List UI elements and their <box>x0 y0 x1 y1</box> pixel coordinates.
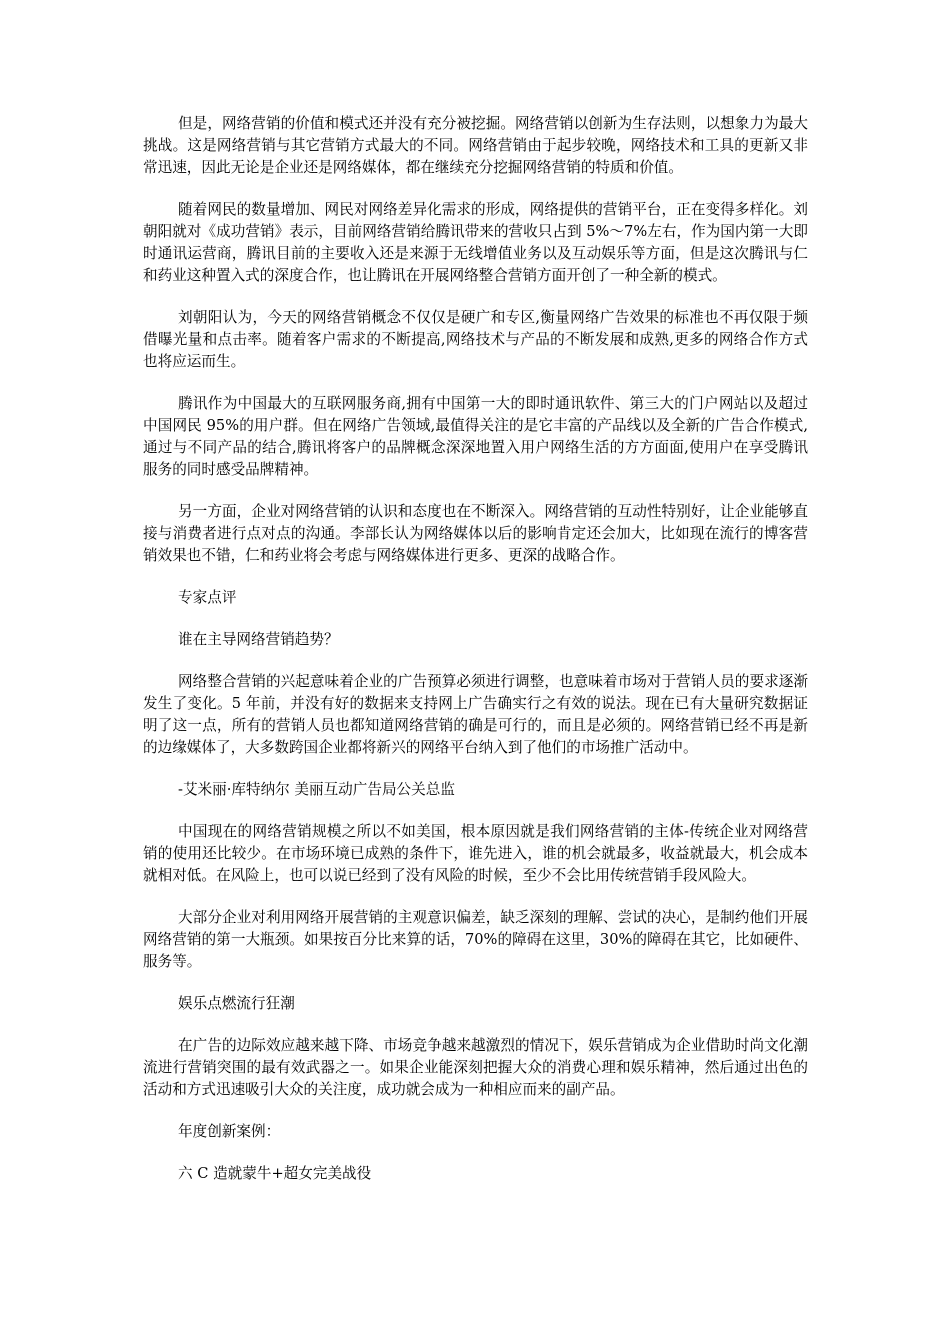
paragraph-entertainment-marketing: 在广告的边际效应越来越下降、市场竞争越来越激烈的情况下，娱乐营销成为企业借助时尚文化潮流进行营销突围的最有效武器之一。如果企业能深刻把握大众的消费心理和娱乐精神，然后通过出色的活动和方式迅速吸引大众的关注度，成功就会成为一种相应而来的副产品。 <box>143 1037 808 1098</box>
paragraph-enterprise-attitude: 另一方面，企业对网络营销的认识和态度也在不断深入。网络营销的互动性特别好，让企业能够直接与消费者进行点对点的沟通。李部长认为网络媒体以后的影响肯定还会加大，比如现在流行的博客营销效果也不错，仁和药业将会考虑与网络媒体进行更多、更深的战略合作。 <box>143 503 808 564</box>
document-body <box>143 113 808 1205</box>
case-title-mengniu: 六 C 造就蒙牛+超女完美战役 <box>178 1165 372 1182</box>
paragraph-integrated-marketing-rise: 网络整合营销的兴起意味着企业的广告预算必须进行调整，也意味着市场对于营销人员的要求逐渐发生了变化。5 年前，并没有好的数据来支持网上广告确实行之有效的说法。现在已有大量研究数据证明了这一点，所有的营销人员也都知道网络营销的确是可行的，而且是必须的。网络营销已经不再是新的边缘媒体了，大多数跨国企业都将新兴的网络平台纳入到了他们的市场推广活动中。 <box>143 673 808 756</box>
paragraph-network-marketing-value: 但是，网络营销的价值和模式还并没有充分被挖掘。网络营销以创新为生存法则，以想象力为最大挑战。这是网络营销与其它营销方式最大的不同。网络营销由于起步较晚，网络技术和工具的更新又非常迅速，因此无论是企业还是网络媒体，都在继续充分挖掘网络营销的特质和价值。 <box>143 115 808 176</box>
section-heading-entertainment: 娱乐点燃流行狂潮 <box>178 995 295 1012</box>
paragraph-china-vs-us: 中国现在的网络营销规模之所以不如美国，根本原因就是我们网络营销的主体-传统企业对网络营销的使用还比较少。在市场环境已成熟的条件下，谁先进入，谁的机会就最多，收益就最大，机会成本就相对低。在风险上，也可以说已经到了没有风险的时候，至少不会比用传统营销手段风险大。 <box>143 823 808 884</box>
section-heading-annual-cases: 年度创新案例： <box>178 1123 281 1140</box>
section-heading-expert-review: 专家点评 <box>178 589 237 606</box>
paragraph-bottleneck: 大部分企业对利用网络开展营销的主观意识偏差，缺乏深刻的理解、尝试的决心，是制约他们开展网络营销的第一大瓶颈。如果按百分比来算的话，70%的障碍在这里，30%的障碍在其它，比如硬件、服务等。 <box>143 909 808 970</box>
quote-attribution: -艾米丽·库特纳尔 美丽互动广告局公关总监 <box>178 781 455 798</box>
paragraph-liu-chaoyang-view: 刘朝阳认为，今天的网络营销概念不仅仅是硬广和专区,衡量网络广告效果的标准也不再仅限于频借曝光量和点击率。随着客户需求的不断提高,网络技术与产品的不断发展和成熟,更多的网络合作方式也将应运而生。 <box>143 309 808 370</box>
paragraph-platform-diversification: 随着网民的数量增加、网民对网络差异化需求的形成，网络提供的营销平台，正在变得多样化。刘朝阳就对《成功营销》表示，目前网络营销给腾讯带来的营收只占到 5%～7%左右，作为国内第一大即时通讯运营商，腾讯目前的主要收入还是来源于无线增值业务以及互动娱乐等方面，但是这次腾讯与仁和药业这种置入式的深度合作，也让腾讯在开展网络整合营销方面开创了一种全新的模式。 <box>143 201 808 284</box>
section-subheading-who-leads: 谁在主导网络营销趋势？ <box>178 631 339 648</box>
paragraph-tencent-overview: 腾讯作为中国最大的互联网服务商,拥有中国第一大的即时通讯软件、第三大的门户网站以及超过中国网民 95%的用户群。但在网络广告领域,最值得关注的是它丰富的产品线以及全新的广告合作模式,通过与不同产品的结合,腾讯将客户的品牌概念深深地置入用户网络生活的方方面面,使用户在享受腾讯服务的同时感受品牌精神。 <box>143 395 808 478</box>
